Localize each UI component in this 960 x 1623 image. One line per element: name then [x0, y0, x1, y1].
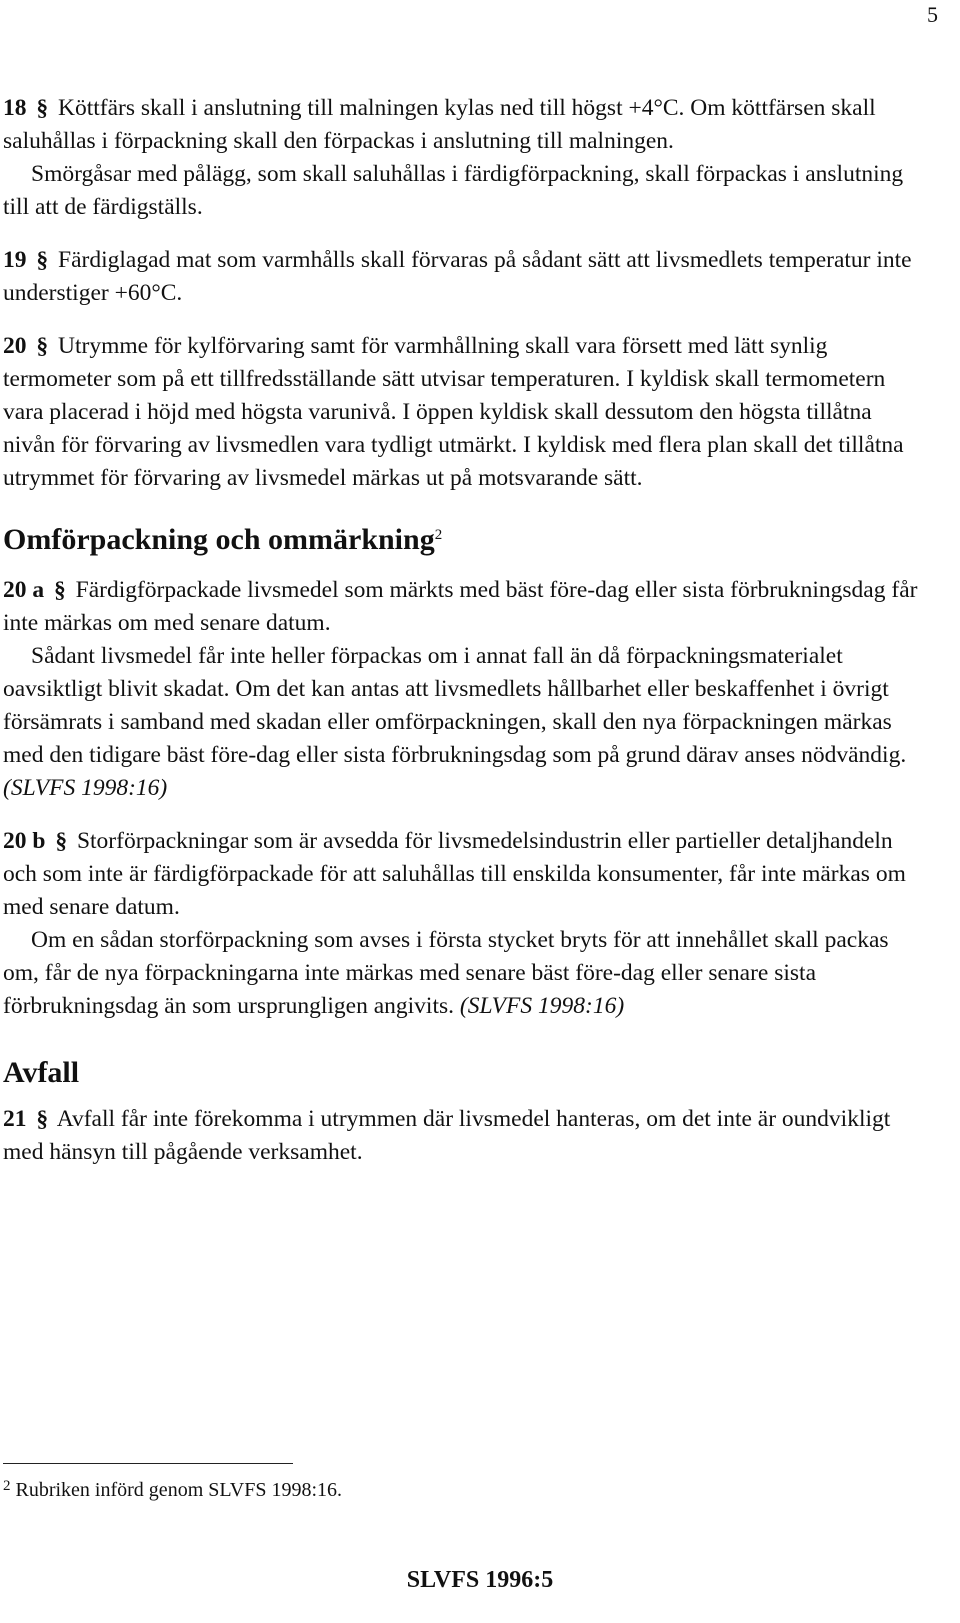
page-number: 5 — [927, 2, 938, 27]
section-sign: § — [36, 247, 49, 273]
section-number: 20 b — [3, 828, 46, 854]
paragraph-19 — [3, 244, 928, 310]
section-sign: § — [55, 828, 68, 854]
paragraph-20a-continued — [3, 640, 928, 805]
footnote-divider — [3, 1463, 293, 1464]
section-text: Utrymme för kylförvaring samt för varmhållning skall vara försett med lätt synlig termometer som på ett tillfredsställande sätt utvisar temperaturen. I kyldisk skall termometern vara placerad i höjd med högsta varunivå. I öppen kyldisk skall dessutom den högsta tillåtna nivån för förvaring av livsmedlen vara tydligt utmärkt. I kyldisk med flera plan skall det tillåtna utrymmet för förvaring av livsmedel märkas ut på motsvarande sätt. — [3, 333, 904, 491]
section-text: Om en sådan storförpackning som avses i första stycket bryts för att innehållet skall packas om, får de nya förpackningarna inte märkas med senare bäst före-dag eller senare sista förbrukningsdag än som ursprungligen angivits. — [3, 927, 889, 1019]
footnote-mark: 2 — [3, 1478, 11, 1494]
footnote-text: Rubriken införd genom SLVFS 1998:16. — [15, 1479, 342, 1501]
section-sign: § — [54, 577, 66, 603]
footnote — [3, 1478, 342, 1502]
section-number: 19 — [3, 247, 27, 273]
paragraph-20b-continued — [3, 924, 928, 1023]
section-number: 20 a — [3, 577, 45, 603]
paragraph-21 — [3, 1103, 928, 1169]
heading-avfall: Avfall — [3, 1056, 80, 1089]
footnote-ref: 2 — [434, 527, 443, 543]
section-number: 21 — [3, 1106, 27, 1132]
heading-omforpackning — [3, 515, 928, 560]
section-sign: § — [36, 333, 49, 359]
section-text: Avfall får inte förekomma i utrymmen där livsmedel hanteras, om det inte är oundvikligt med hänsyn till pågående verksamhet. — [3, 1106, 891, 1165]
paragraph-20a — [3, 574, 928, 640]
section-sign: § — [36, 95, 49, 121]
section-text: Sådant livsmedel får inte heller förpackas om i annat fall än då förpackningsmaterialet oavsiktligt blivit skadat. Om det kan antas att livsmedlets hållbarhet eller beskaffenhet i övrigt försämrats i samband med skadan eller omförpackningen, skall den nya förpackningen märkas med den tidigare bäst före-dag eller sista förbrukningsdag som på grund därav anses nödvändig. — [3, 643, 907, 768]
section-text: Köttfärs skall i anslutning till malningen kylas ned till högst +4°C. Om köttfärsen skall saluhållas i förpackning skall den förpackas i anslutning till malningen. — [3, 95, 876, 154]
section-text: Färdigförpackade livsmedel som märkts med bäst före-dag eller sista förbrukningsdag får inte märkas om med senare datum. — [3, 577, 918, 636]
amendment-reference: (SLVFS 1998:16) — [3, 775, 168, 801]
section-number: 20 — [3, 333, 27, 359]
amendment-reference: (SLVFS 1998:16) — [459, 993, 625, 1019]
section-number: 18 — [3, 95, 27, 121]
section-text: Färdiglagad mat som varmhålls skall förvaras på sådant sätt att livsmedlets temperatur inte understiger +60°C. — [3, 247, 912, 306]
document-body — [3, 92, 928, 1169]
paragraph-20b — [3, 825, 928, 924]
section-text: Storförpackningar som är avsedda för livsmedelsindustrin eller partieller detaljhandeln och som inte är färdigförpackade för att saluhållas till enskilda konsumenter, får inte märkas om med senare datum. — [3, 828, 906, 920]
paragraph-20 — [3, 330, 928, 495]
paragraph-18 — [3, 92, 928, 158]
heading-text: Omförpackning och ommärkning — [3, 523, 435, 556]
page-footer: SLVFS 1996:5 — [406, 1567, 554, 1593]
section-sign: § — [36, 1106, 49, 1132]
paragraph-18-continued: Smörgåsar med pålägg, som skall saluhållas i färdigförpackning, skall förpackas i anslutning till att de färdigställs. — [3, 161, 904, 220]
